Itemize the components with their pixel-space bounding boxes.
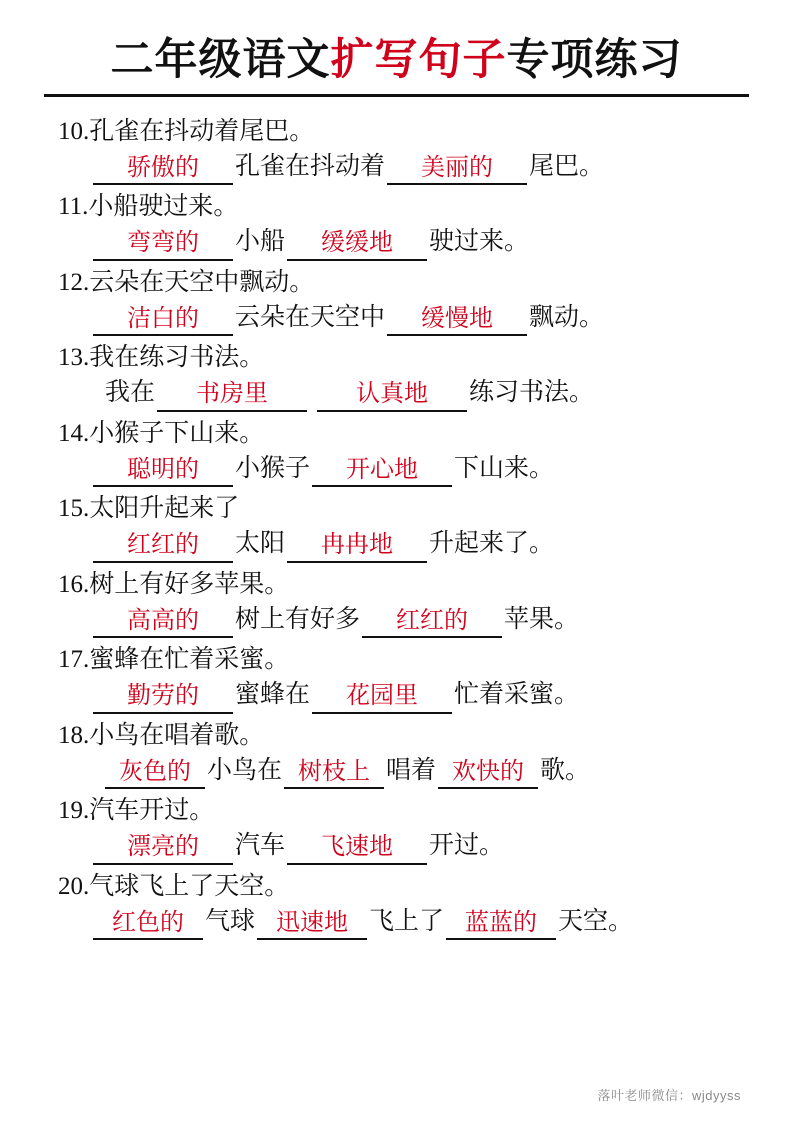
answer-blank[interactable]: 缓缓地: [287, 229, 427, 260]
exercise-item: [44, 190, 749, 261]
exercise-answer-line: [44, 601, 749, 639]
exercise-answer-line: [44, 752, 749, 790]
answer-blank[interactable]: 蓝蓝的: [446, 909, 556, 940]
answer-blank[interactable]: 红红的: [93, 531, 233, 562]
item-sentence: 云朵在天空中飘动。: [89, 268, 315, 296]
item-sentence: 太阳升起来了: [89, 495, 240, 523]
item-number: 17.: [58, 646, 90, 674]
answer-blank[interactable]: 迅速地: [257, 909, 367, 940]
exercise-item: [44, 870, 749, 941]
answer-blank[interactable]: 认真地: [317, 380, 467, 411]
answer-blank[interactable]: 树枝上: [284, 758, 384, 789]
static-text: 苹果。: [504, 605, 580, 633]
item-number: 16.: [58, 570, 90, 598]
exercise-prompt: [44, 719, 749, 752]
exercise-item: [44, 794, 749, 865]
page-title: [44, 34, 749, 97]
answer-blank[interactable]: 红色的: [93, 909, 203, 940]
item-number: 10.: [58, 117, 90, 145]
exercise-item: [44, 266, 749, 337]
item-sentence: 汽车开过。: [89, 797, 215, 825]
static-text: 树上有好多: [235, 605, 361, 633]
item-sentence: 小船驶过来。: [88, 193, 239, 221]
answer-blank[interactable]: 漂亮的: [93, 833, 233, 864]
watermark: 落叶老师微信：wjdyyss: [597, 1088, 741, 1103]
exercise-item: [44, 115, 749, 186]
static-text: 飞上了: [369, 907, 445, 935]
static-text: 升起来了。: [429, 530, 555, 558]
item-sentence: 树上有好多苹果。: [89, 570, 290, 598]
item-sentence: 蜜蜂在忙着采蜜。: [89, 646, 290, 674]
answer-blank[interactable]: 灰色的: [105, 758, 205, 789]
item-number: 14.: [58, 419, 90, 447]
answer-blank[interactable]: 欢快的: [438, 758, 538, 789]
item-number: 13.: [58, 344, 90, 372]
answer-blank[interactable]: 美丽的: [387, 154, 527, 185]
static-text: 下山来。: [454, 454, 555, 482]
answer-blank[interactable]: 勤劳的: [93, 682, 233, 713]
item-number: 15.: [58, 495, 90, 523]
exercise-answer-line: [44, 903, 749, 941]
title-part-1: 二年级语文: [110, 37, 331, 84]
answer-blank[interactable]: 高高的: [93, 607, 233, 638]
static-text: 驶过来。: [429, 228, 530, 256]
static-text: 太阳: [235, 530, 286, 558]
exercise-prompt: [44, 266, 749, 299]
static-text: 气球: [205, 907, 256, 935]
answer-blank[interactable]: 缓慢地: [387, 305, 527, 336]
exercise-prompt: [44, 870, 749, 903]
exercise-prompt: [44, 794, 749, 827]
static-text: 云朵在天空中: [235, 303, 386, 331]
static-text: 孔雀在抖动着: [235, 152, 386, 180]
static-text: 天空。: [558, 907, 634, 935]
answer-blank[interactable]: 书房里: [157, 380, 307, 411]
item-sentence: 我在练习书法。: [89, 344, 265, 372]
answer-blank[interactable]: 弯弯的: [93, 229, 233, 260]
exercise-item: [44, 492, 749, 563]
title-part-2: 扩写句子: [330, 37, 507, 84]
exercise-prompt: [44, 643, 749, 676]
exercise-item: [44, 643, 749, 714]
item-number: 20.: [58, 872, 90, 900]
item-number: 11.: [58, 193, 89, 221]
exercise-prompt: [44, 568, 749, 601]
item-sentence: 气球飞上了天空。: [89, 872, 290, 900]
static-text: 忙着采蜜。: [454, 681, 580, 709]
title-part-3: 专项练习: [506, 37, 683, 84]
answer-blank[interactable]: 冉冉地: [287, 531, 427, 562]
exercise-prompt: [44, 341, 749, 374]
static-text: 小船: [235, 228, 286, 256]
item-sentence: 小鸟在唱着歌。: [89, 721, 265, 749]
exercise-item: [44, 417, 749, 488]
item-sentence: 小猴子下山来。: [89, 419, 265, 447]
answer-blank[interactable]: 花园里: [312, 682, 452, 713]
exercise-prompt: [44, 492, 749, 525]
static-text: 飘动。: [529, 303, 605, 331]
static-text: 开过。: [429, 832, 505, 860]
exercise-answer-line: [44, 827, 749, 865]
exercise-answer-line: [44, 148, 749, 186]
answer-blank[interactable]: 红红的: [362, 607, 502, 638]
exercise-prompt: [44, 190, 749, 223]
exercise-list: [44, 115, 749, 941]
exercise-answer-line: [44, 450, 749, 488]
exercise-answer-line: [44, 374, 749, 412]
title-text: [44, 34, 749, 88]
static-text: 蜜蜂在: [235, 681, 311, 709]
exercise-item: [44, 719, 749, 790]
item-number: 19.: [58, 797, 90, 825]
exercise-prompt: [44, 417, 749, 450]
answer-blank[interactable]: 聪明的: [93, 456, 233, 487]
exercise-item: [44, 341, 749, 412]
answer-blank[interactable]: 开心地: [312, 456, 452, 487]
static-text: 我在: [105, 379, 156, 407]
item-number: 18.: [58, 721, 90, 749]
static-text: 尾巴。: [529, 152, 605, 180]
exercise-answer-line: [44, 299, 749, 337]
exercise-answer-line: [44, 676, 749, 714]
static-text: 小猴子: [235, 454, 311, 482]
item-number: 12.: [58, 268, 90, 296]
static-text: 唱着: [386, 756, 437, 784]
answer-blank[interactable]: 骄傲的: [93, 154, 233, 185]
answer-blank[interactable]: 洁白的: [93, 305, 233, 336]
static-text: 歌。: [540, 756, 591, 784]
static-text: 练习书法。: [469, 379, 595, 407]
exercise-answer-line: [44, 525, 749, 563]
item-sentence: 孔雀在抖动着尾巴。: [89, 117, 315, 145]
exercise-answer-line: [44, 223, 749, 261]
answer-blank[interactable]: 飞速地: [287, 833, 427, 864]
static-text: 汽车: [235, 832, 286, 860]
static-text: 小鸟在: [207, 756, 283, 784]
exercise-prompt: [44, 115, 749, 148]
exercise-item: [44, 568, 749, 639]
